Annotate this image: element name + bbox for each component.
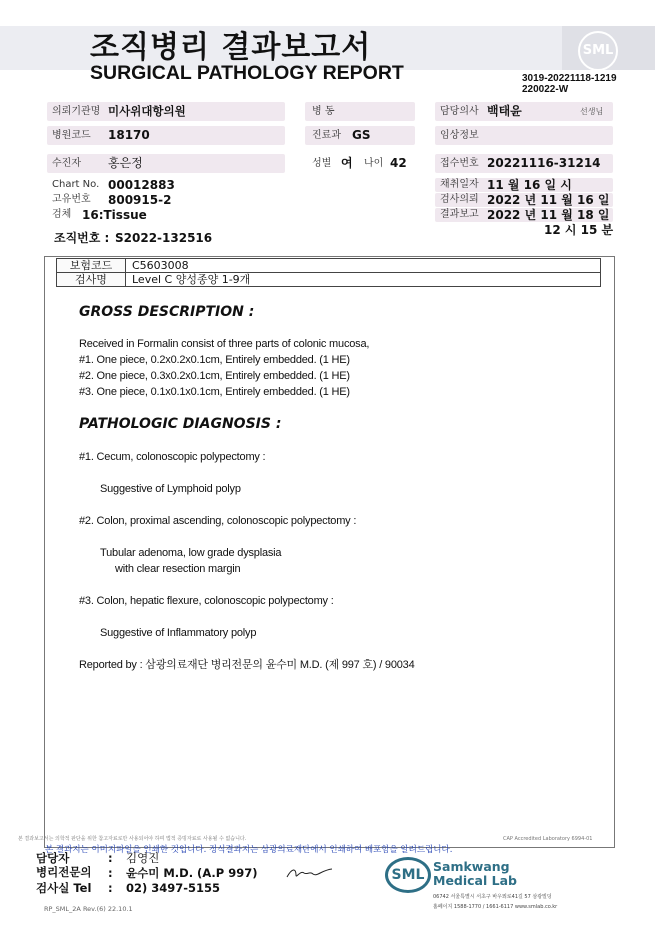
table-row bbox=[57, 259, 601, 273]
in-charge-label: 담당자 bbox=[36, 851, 70, 865]
doctor-suffix: 선생님 bbox=[580, 107, 604, 116]
chart-no-label: Chart No. bbox=[52, 179, 100, 190]
tissue-no-value: S2022-132516 bbox=[115, 231, 213, 245]
diagnosis-1-site: #1. Cecum, colonoscopic polypectomy : bbox=[79, 451, 266, 463]
reported-by: Reported by : 삼광의료재단 병리전문의 윤수미 M.D. (제 997 호) / 90034 bbox=[79, 659, 415, 671]
cap-accreditation: CAP Accredited Laboratory 6994-01 bbox=[503, 836, 593, 842]
report-date-label: 결과보고 bbox=[440, 209, 479, 220]
table-row bbox=[57, 273, 601, 287]
lab-tel-value: 02) 3497-5155 bbox=[126, 881, 221, 895]
signature-image bbox=[284, 864, 336, 882]
diagnosis-1-result: Suggestive of Lymphoid polyp bbox=[100, 483, 241, 495]
lab-name-line1: Samkwang bbox=[433, 859, 510, 874]
gross-line: #1. One piece, 0.2x0.2x0.1cm, Entirely embedded. (1 HE) bbox=[79, 354, 350, 366]
lab-contact: 홈페이지 1588-1770 / 1661-6117 www.smlab.co.kr bbox=[433, 904, 558, 910]
report-number bbox=[522, 73, 617, 95]
diagnosis-3-site: #3. Colon, hepatic flexure, colonoscopic polypectomy : bbox=[79, 595, 334, 607]
tissue-no-label: 조직번호 : bbox=[54, 231, 110, 245]
clinical-info-label: 임상정보 bbox=[440, 130, 479, 141]
unique-no-value: 800915-2 bbox=[108, 193, 172, 207]
diagnosis-heading: PATHOLOGIC DIAGNOSIS : bbox=[79, 416, 282, 432]
collect-date-label: 채취일자 bbox=[440, 179, 479, 190]
report-number-line1: 3019-20221118-1219 bbox=[522, 73, 617, 84]
in-charge-value: 김영진 bbox=[126, 851, 160, 865]
report-number-line2: 220022-W bbox=[522, 84, 569, 95]
gross-heading: GROSS DESCRIPTION : bbox=[79, 304, 255, 320]
colon: : bbox=[108, 851, 113, 865]
lab-name-line2: Medical Lab bbox=[433, 873, 517, 888]
report-time-value: 12 시 15 분 bbox=[544, 223, 614, 237]
request-date-value: 2022 년 11 월 16 일 bbox=[487, 193, 610, 207]
receipt-no-value: 20221116-31214 bbox=[487, 156, 601, 170]
insurance-code-value: C5603008 bbox=[126, 259, 601, 273]
form-code: RP_SML_2A Rev.(6) 22.10.1 bbox=[44, 905, 133, 913]
fine-print: 본 결과보고서는 의학적 판단을 위한 참고자료로만 사용되어야 하며 법적 증빙자료로 사용될 수 없습니다. bbox=[18, 836, 247, 842]
lab-tel-label: 검사실 Tel bbox=[36, 881, 92, 895]
dept-label: 진료과 bbox=[312, 130, 341, 141]
insurance-code-label: 보험코드 bbox=[57, 259, 126, 273]
age-value: 42 bbox=[390, 156, 407, 170]
test-code-table bbox=[56, 258, 601, 287]
requesting-org-label: 의뢰기관명 bbox=[52, 106, 101, 117]
specimen-value: 16:Tissue bbox=[82, 208, 147, 222]
unique-no-label: 고유번호 bbox=[52, 194, 91, 205]
doctor-value: 백태윤 bbox=[487, 104, 522, 118]
chart-no-value: 00012883 bbox=[108, 178, 175, 192]
lab-name bbox=[433, 860, 517, 888]
row-band bbox=[47, 154, 285, 173]
request-date-label: 검사의뢰 bbox=[440, 194, 479, 205]
report-title-korean: 조직병리 결과보고서 bbox=[90, 30, 372, 65]
ward-label: 병 동 bbox=[312, 106, 335, 117]
image-print-notice: 본 결과지는 이미지파일을 인쇄한 것입니다. 정식결과지는 삼광의료재단에서 인쇄하여 배포함을 알려드립니다. bbox=[45, 845, 453, 855]
diagnosis-2-site: #2. Colon, proximal ascending, colonoscopic polypectomy : bbox=[79, 515, 357, 527]
samkwang-logo: SML bbox=[385, 857, 431, 893]
gross-line: Received in Formalin consist of three parts of colonic mucosa, bbox=[79, 338, 370, 350]
sml-logo: SML bbox=[578, 31, 618, 71]
report-date-value: 2022 년 11 월 18 일 bbox=[487, 208, 610, 222]
sex-label: 성별 bbox=[312, 158, 332, 169]
colon: : bbox=[108, 866, 113, 880]
collect-date-value: 11 월 16 일 시 bbox=[487, 178, 572, 192]
receipt-no-label: 접수번호 bbox=[440, 158, 479, 169]
requesting-org-value: 미사위대항의원 bbox=[108, 104, 186, 118]
colon: : bbox=[108, 881, 113, 895]
diagnosis-2-result-margin: with clear resection margin bbox=[115, 563, 241, 575]
diagnosis-3-result: Suggestive of Inflammatory polyp bbox=[100, 627, 257, 639]
test-name-label: 검사명 bbox=[57, 273, 126, 287]
patient-value: 홍은정 bbox=[108, 156, 143, 170]
age-label: 나이 bbox=[364, 158, 384, 169]
sex-value: 여 bbox=[341, 156, 353, 170]
hospital-code-label: 병원코드 bbox=[52, 130, 91, 141]
pathologist-label: 병리전문의 bbox=[36, 865, 92, 879]
dept-value: GS bbox=[352, 128, 371, 142]
diagnosis-2-result: Tubular adenoma, low grade dysplasia bbox=[100, 547, 282, 559]
test-name-value: Level C 양성종양 1-9개 bbox=[126, 273, 601, 287]
gross-line: #2. One piece, 0.3x0.2x0.1cm, Entirely embedded. (1 HE) bbox=[79, 370, 350, 382]
hospital-code-value: 18170 bbox=[108, 128, 150, 142]
lab-address: 06742 서울특별시 서초구 바우뫼로41길 57 삼광빌딩 bbox=[433, 894, 552, 900]
patient-label: 수진자 bbox=[52, 158, 81, 169]
pathologist-value: 윤수미 M.D. (A.P 997) bbox=[126, 866, 258, 880]
specimen-label: 검체 bbox=[52, 209, 72, 220]
doctor-label: 담당의사 bbox=[440, 106, 479, 117]
report-title-english: SURGICAL PATHOLOGY REPORT bbox=[90, 62, 404, 84]
gross-line: #3. One piece, 0.1x0.1x0.1cm, Entirely embedded. (1 HE) bbox=[79, 386, 350, 398]
